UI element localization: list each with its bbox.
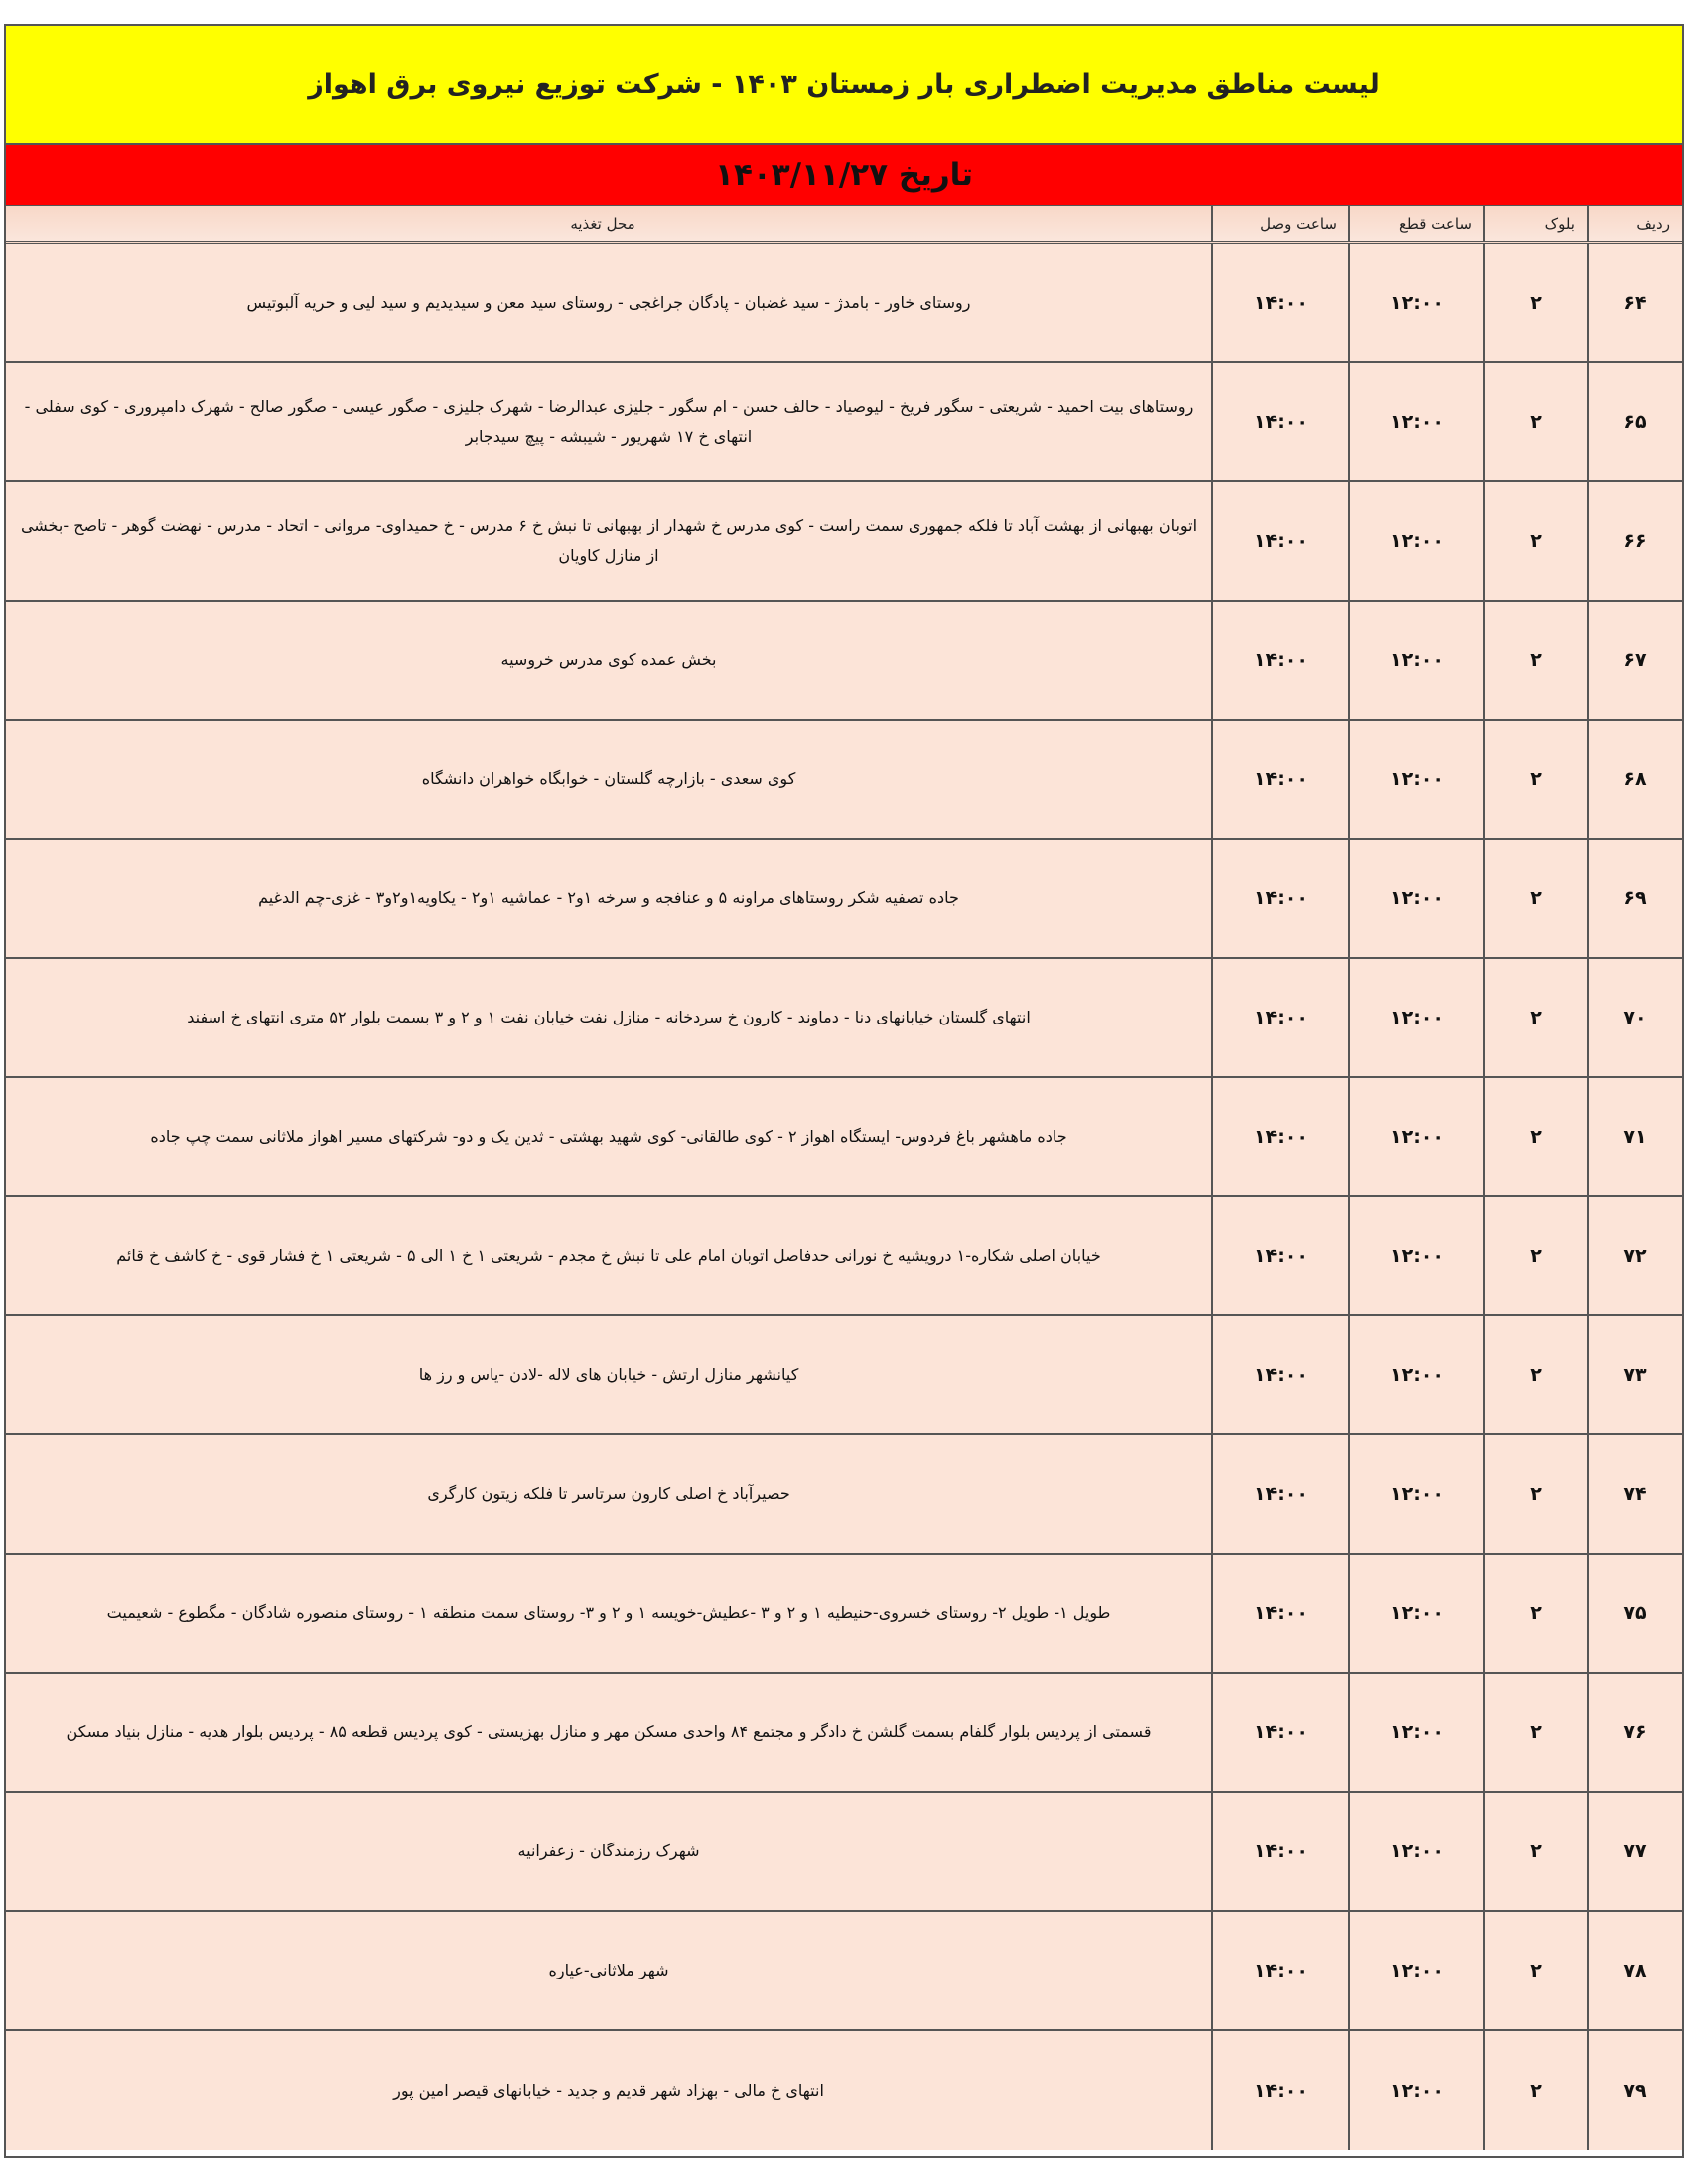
cell-block: ۲: [1483, 363, 1587, 480]
cell-location: شهرک رزمندگان - زعفرانیه: [517, 1841, 700, 1860]
cell-connect-time: ۱۴:۰۰: [1211, 1555, 1348, 1672]
cell-row-no: ۷۹: [1587, 2031, 1682, 2150]
cell-row-no: ۷۵: [1587, 1555, 1682, 1672]
cell-cut-time: ۱۲:۰۰: [1348, 482, 1483, 600]
table-row: [6, 1078, 1682, 1197]
cell-location: خیابان اصلی شکاره-۱ درویشیه خ نورانی حدفاصل اتوبان امام علی تا نبش خ مجدم - شریعتی ۱ خ ۱ الی ۵ - شریعتی ۱ خ فشار قوی - خ کاشف خ قائم: [116, 1245, 1101, 1265]
header-location: محل تغذیه: [570, 214, 635, 233]
table-row: [6, 363, 1682, 482]
cell-location: طویل ۱- طویل ۲- روستای خسروی-حنیطیه ۱ و ۲ و ۳ -عطیش-خویسه ۱ و ۲ و ۳- روستای سمت منطقه ۱ - روستای منصوره شادگان - مگطوع - شعیمیت: [106, 1602, 1111, 1622]
cell-cut-time: ۱۲:۰۰: [1348, 1435, 1483, 1553]
header-block: بلوک: [1483, 206, 1587, 241]
cell-location: روستای خاور - بامدژ - سید غضبان - پادگان جراغجی - روستای سید معن و سیدیدیم و سید لیی و حریه آلبوتیس: [246, 292, 971, 312]
table-row: [6, 1197, 1682, 1316]
cell-location: قسمتی از پردیس بلوار گلفام بسمت گلشن خ دادگر و مجتمع ۸۴ واحدی مسکن مهر و منازل بهزیستی - کوی پردیس قطعه ۸۵ - پردیس بلوار هدیه - منازل بنیاد مسکن: [66, 1721, 1152, 1741]
cell-row-no: ۷۷: [1587, 1793, 1682, 1910]
outage-schedule-sheet: [4, 24, 1684, 2158]
cell-connect-time: ۱۴:۰۰: [1211, 1078, 1348, 1195]
cell-connect-time: ۱۴:۰۰: [1211, 1435, 1348, 1553]
cell-cut-time: ۱۲:۰۰: [1348, 1555, 1483, 1672]
cell-row-no: ۷۱: [1587, 1078, 1682, 1195]
table-row: [6, 2031, 1682, 2150]
cell-location: کیانشهر منازل ارتش - خیابان های لاله -لادن -یاس و رز ها: [418, 1364, 799, 1384]
cell-location: جاده تصفیه شکر روستاهای مراونه ۵ و عنافجه و سرخه ۱و۲ - عماشیه ۱و۲ - یکاویه۱و۲و۳ - غزی-چم الدغیم: [258, 887, 959, 907]
cell-block: ۲: [1483, 959, 1587, 1076]
table-row: [6, 482, 1682, 602]
cell-row-no: ۷۲: [1587, 1197, 1682, 1314]
cell-cut-time: ۱۲:۰۰: [1348, 1316, 1483, 1433]
cell-block: ۲: [1483, 1793, 1587, 1910]
cell-block: ۲: [1483, 1197, 1587, 1314]
cell-block: ۲: [1483, 1435, 1587, 1553]
table-body: [6, 244, 1682, 2150]
date-banner: تاریخ ۱۴۰۳/۱۱/۲۷: [6, 145, 1682, 206]
cell-location: بخش عمده کوی مدرس خروسیه: [500, 649, 717, 669]
cell-connect-time: ۱۴:۰۰: [1211, 1912, 1348, 2029]
cell-block: ۲: [1483, 721, 1587, 838]
cell-connect-time: ۱۴:۰۰: [1211, 959, 1348, 1076]
cell-cut-time: ۱۲:۰۰: [1348, 363, 1483, 480]
cell-connect-time: ۱۴:۰۰: [1211, 1316, 1348, 1433]
cell-row-no: ۶۵: [1587, 363, 1682, 480]
cell-connect-time: ۱۴:۰۰: [1211, 840, 1348, 957]
cell-row-no: ۶۸: [1587, 721, 1682, 838]
cell-connect-time: ۱۴:۰۰: [1211, 1674, 1348, 1791]
cell-cut-time: ۱۲:۰۰: [1348, 2031, 1483, 2150]
cell-location: انتهای خ مالی - بهزاد شهر قدیم و جدید - خیابانهای قیصر امین پور: [393, 2080, 824, 2100]
cell-block: ۲: [1483, 482, 1587, 600]
cell-row-no: ۶۴: [1587, 244, 1682, 361]
cell-block: ۲: [1483, 602, 1587, 719]
cell-block: ۲: [1483, 1555, 1587, 1672]
cell-row-no: ۷۳: [1587, 1316, 1682, 1433]
cell-block: ۲: [1483, 1912, 1587, 2029]
cell-connect-time: ۱۴:۰۰: [1211, 244, 1348, 361]
cell-block: ۲: [1483, 840, 1587, 957]
table-row: [6, 721, 1682, 840]
cell-connect-time: ۱۴:۰۰: [1211, 2031, 1348, 2150]
cell-connect-time: ۱۴:۰۰: [1211, 363, 1348, 480]
table-header: [6, 206, 1682, 244]
cell-location: اتوبان بهبهانی از بهشت آباد تا فلکه جمهوری سمت راست - کوی مدرس خ شهدار از بهبهانی تا نبش خ ۶ مدرس - خ حمیداوی- مروانی - اتحاد - مدرس - نهضت گوهر - تاصح -بخشی از منازل کاویان: [20, 515, 1197, 565]
cell-block: ۲: [1483, 1316, 1587, 1433]
cell-cut-time: ۱۲:۰۰: [1348, 1674, 1483, 1791]
table-row: [6, 1674, 1682, 1793]
header-connect-time: ساعت وصل: [1211, 206, 1348, 241]
cell-block: ۲: [1483, 1078, 1587, 1195]
cell-row-no: ۷۰: [1587, 959, 1682, 1076]
table-row: [6, 1912, 1682, 2031]
cell-cut-time: ۱۲:۰۰: [1348, 1912, 1483, 2029]
cell-connect-time: ۱۴:۰۰: [1211, 1793, 1348, 1910]
cell-connect-time: ۱۴:۰۰: [1211, 1197, 1348, 1314]
cell-connect-time: ۱۴:۰۰: [1211, 482, 1348, 600]
header-row-no: ردیف: [1587, 206, 1682, 241]
cell-cut-time: ۱۲:۰۰: [1348, 1197, 1483, 1314]
table-row: [6, 602, 1682, 721]
table-row: [6, 959, 1682, 1078]
cell-row-no: ۶۷: [1587, 602, 1682, 719]
cell-location: روستاهای بیت احمید - شریعتی - سگور فریخ - لیوصیاد - حالف حسن - ام سگور - جلیزی عبدالرضا - شهرک جلیزی - صگور عیسی - صگور صالح - شهرک دامپروری - کوی سفلی - انتهای خ ۱۷ شهریور - شیبشه - پیچ سیدجابر: [24, 396, 1194, 446]
cell-row-no: ۷۸: [1587, 1912, 1682, 2029]
cell-block: ۲: [1483, 244, 1587, 361]
cell-row-no: ۷۶: [1587, 1674, 1682, 1791]
cell-connect-time: ۱۴:۰۰: [1211, 602, 1348, 719]
cell-location: شهر ملاثانی-عیاره: [548, 1960, 669, 1979]
cell-row-no: ۷۴: [1587, 1435, 1682, 1553]
cell-location: حصیرآباد خ اصلی کارون سرتاسر تا فلکه زیتون کارگری: [427, 1483, 790, 1503]
table-row: [6, 1435, 1682, 1555]
cell-block: ۲: [1483, 1674, 1587, 1791]
cell-cut-time: ۱۲:۰۰: [1348, 602, 1483, 719]
table-row: [6, 1793, 1682, 1912]
cell-cut-time: ۱۲:۰۰: [1348, 721, 1483, 838]
table-row: [6, 1316, 1682, 1435]
cell-connect-time: ۱۴:۰۰: [1211, 721, 1348, 838]
cell-block: ۲: [1483, 2031, 1587, 2150]
cell-location: جاده ماهشهر باغ فردوس- ایستگاه اهواز ۲ - کوی طالقانی- کوی شهید بهشتی - ثدین یک و دو- شرکتهای مسیر اهواز ملاثانی سمت چپ جاده: [150, 1126, 1067, 1146]
cell-cut-time: ۱۲:۰۰: [1348, 244, 1483, 361]
cell-cut-time: ۱۲:۰۰: [1348, 959, 1483, 1076]
cell-row-no: ۶۶: [1587, 482, 1682, 600]
cell-cut-time: ۱۲:۰۰: [1348, 1078, 1483, 1195]
cell-row-no: ۶۹: [1587, 840, 1682, 957]
header-cut-time: ساعت قطع: [1348, 206, 1483, 241]
cell-location: انتهای گلستان خیابانهای دنا - دماوند - کارون خ سردخانه - منازل نفت خیابان نفت ۱ و ۲ و ۳ بسمت بلوار ۵۲ متری انتهای خ اسفند: [187, 1007, 1031, 1026]
cell-cut-time: ۱۲:۰۰: [1348, 1793, 1483, 1910]
table-row: [6, 244, 1682, 363]
cell-location: کوی سعدی - بازارچه گلستان - خوابگاه خواهران دانشگاه: [421, 768, 796, 788]
table-row: [6, 840, 1682, 959]
cell-cut-time: ۱۲:۰۰: [1348, 840, 1483, 957]
table-row: [6, 1555, 1682, 1674]
page-title: لیست مناطق مدیریت اضطراری بار زمستان ۱۴۰۳ - شرکت توزیع نیروی برق اهواز: [6, 26, 1682, 145]
